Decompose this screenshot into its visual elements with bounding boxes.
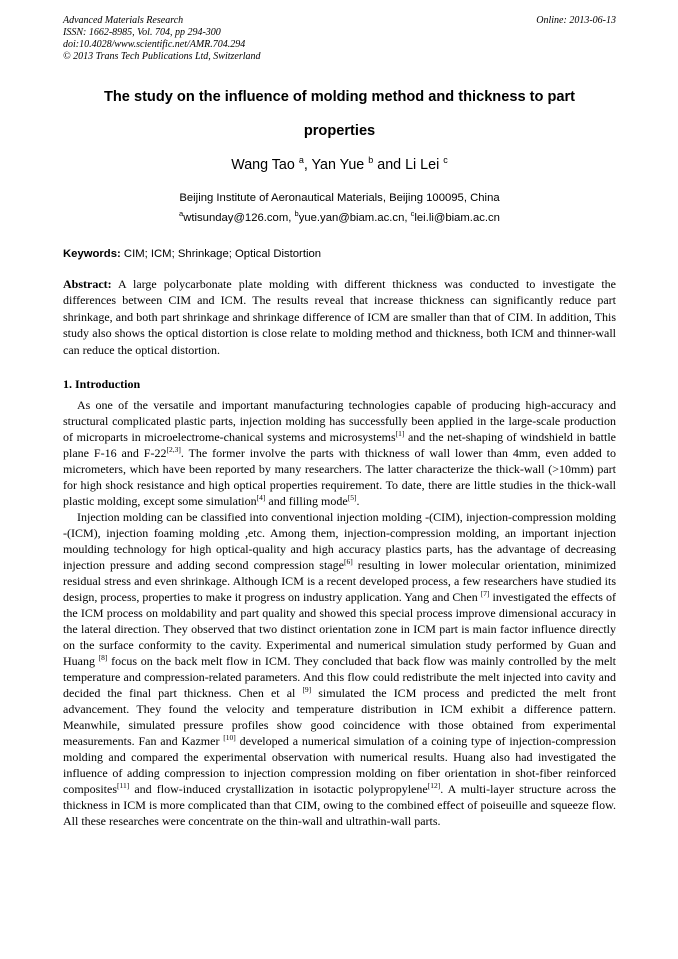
citation: [11] [117, 781, 130, 791]
citation: [12] [427, 781, 441, 791]
text-run: focus on the back melt flow in ICM. They concluded that back flow was mainly controlled by the melt temperature and compression-related parameters. And this flow could redistribute the melt injected into cavity and decided the final part thickness. Chen et al [63, 654, 616, 701]
issn-line: ISSN: 1662-8985, Vol. 704, pp 294-300 [63, 27, 221, 38]
citation: [9] [302, 685, 312, 695]
text-run: simulated the ICM process and predicted the melt front advancement. They found the velocity and temperature distribution in ICM exhibit a difference pattern. Meanwhile, simulated pressure profiles show good coincidence with those obtained from experimental measurements. Fan and Kazmer [63, 686, 617, 749]
doi-line: doi:10.4028/www.scientific.net/AMR.704.294 [63, 39, 246, 50]
title-line-2: properties [303, 123, 376, 139]
citation: [6] [343, 557, 353, 567]
author-email: lei.li@biam.ac.cn [414, 212, 500, 224]
citation: [7] [480, 589, 490, 599]
author-name: Wang Tao [231, 157, 295, 173]
text-run: . [356, 494, 360, 509]
citation: [5] [347, 493, 357, 503]
email-mark: c [410, 209, 415, 218]
paper-title [63, 80, 616, 148]
email-list: $^a$wtisunday@126.com, $^b$yue.yan@biam.ac.cn, $^c$lei.li@biam.ac.cn [179, 209, 500, 224]
text-run: and the net-shaping of windshield in battle plane F-16 and F-22 [63, 430, 617, 461]
citation: [10] [223, 733, 236, 743]
citation: [1] [395, 429, 405, 439]
abstract-text: A large polycarbonate plate molding with different thickness was conducted to investigate the differences between CIM and ICM. The results reveal that increase thickness can significantly reduce part shrinkage, and both part shrinkage and shrinkage difference of ICM are smaller than that of CIM. In addition, This study also shows the optical distortion is close relate to molding method and thickness, both ICM and thinner-wall can reduce the optical distortion. [63, 277, 616, 357]
author-email: wtisunday@126.com [183, 212, 289, 224]
text-run: and flow-induced crystallization in isotactic polypropylene [129, 782, 428, 797]
email-mark: b [294, 209, 299, 218]
citation: [8] [98, 653, 108, 663]
text-run: . A multi-layer structure across the thickness in ICM is more complicated than that CIM, owing to the combined effect of poiseuille and squeeze flow. All these researches were concentrate on the thin-wall and ultrathin-wall parts. [63, 782, 616, 829]
title-line-1: The study on the influence of molding method and thickness to part [103, 89, 576, 105]
text-run: . The former involve the parts with thickness of wall lower than 4mm, even added to micrometers, which have been reported by many researchers. The latter characterize the thick-wall (>10mm) part for high shock resistance and high optical properties requirement. To date, there are little studies in the thick-wall plastic molding, except some simulation [63, 446, 616, 509]
keywords-text: CIM; ICM; Shrinkage; Optical Distortion [120, 248, 322, 260]
journal-header [63, 15, 616, 63]
author-affil-mark: a [298, 155, 304, 165]
paragraph [63, 397, 616, 509]
author-email: yue.yan@biam.ac.cn [298, 212, 405, 224]
text-run: and filling mode [265, 494, 348, 509]
text-run: resulting in lower molecular orientation, minimized residual stress and even shrinkage. Although ICM is a recent developed process, a few researchers have studied its design, process, properties to make it progress on industry application. Yang and Chen [63, 558, 616, 605]
citation: [4] [256, 493, 266, 503]
text-run: developed a numerical simulation of a coining type of injection-compression molding and compared the experimental observation with numerical results. Huang also had investigated the influence of adding compression to injection compression molding on fiber orientation in shot-fiber reinforced composites [63, 734, 616, 797]
keywords-label: Keywords: [63, 248, 121, 260]
citation: [2,3] [166, 445, 181, 455]
author-affil-mark: c [443, 155, 448, 165]
author-list: Wang Tao $^a$, Yan Yue $^b$ and Li Lei $^c$ [231, 155, 448, 173]
text-run: Injection molding can be classified into conventional injection molding -(CIM), injection-compression molding -(ICM), injection foaming molding ,etc. Among them, injection-compression molding, an important injection moulding technology for high optical-quality and high accuracy plastics parts, has the advantage of decreasing injection pressure and adding second compression stage [63, 510, 616, 573]
abstract [63, 276, 616, 358]
affiliation: Beijing Institute of Aeronautical Materials, Beijing 100095, China [179, 192, 500, 204]
online-date: Online: 2013-06-13 [536, 15, 616, 26]
keywords [63, 246, 616, 262]
abstract-label: Abstract: [63, 277, 112, 291]
paragraph [63, 509, 616, 829]
author-name: Li Lei [405, 157, 440, 173]
text-run: investigated the effects of the ICM process on moldability and part quality and showed this special process improve dimensional accuracy in the lateral direction. They observed that two distinct orientation zone in ICM part is main factor influence directly on the surface conformity to the cavity. Experimental and numerical simulation study performed by Guan and Huang [63, 590, 616, 669]
author-name: Yan Yue [311, 157, 365, 173]
section-heading: 1. Introduction [63, 377, 141, 391]
introduction-body [63, 397, 616, 829]
author-affil-mark: b [368, 155, 374, 165]
copyright-line: © 2013 Trans Tech Publications Ltd, Switzerland [63, 51, 261, 62]
journal-name: Advanced Materials Research [63, 15, 184, 26]
email-mark: a [179, 209, 184, 218]
text-run: As one of the versatile and important manufacturing technologies capable of producing high-accuracy and structural complicated plastic parts, injection molding has successfully been applied in the large-scale production of microparts in microelectrome-chanical systems and microsystems [63, 398, 616, 445]
